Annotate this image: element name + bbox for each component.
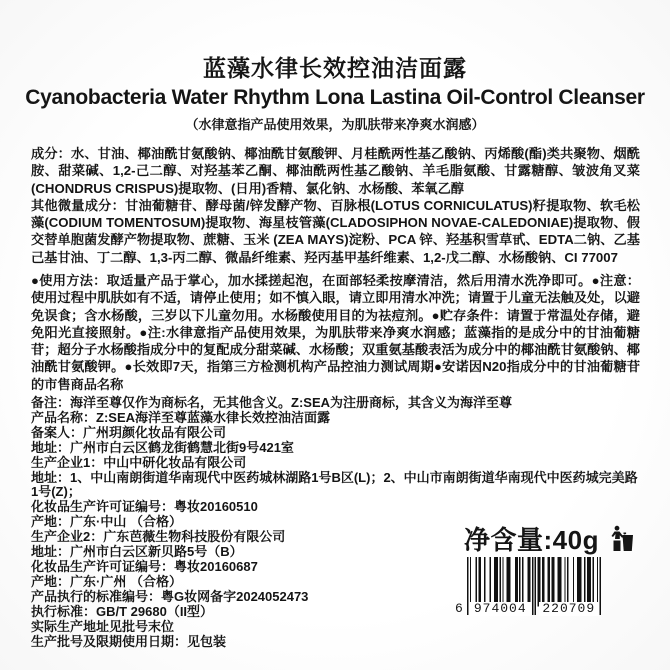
info-line: 地址：广州市白云区鹤龙街鹤慧北街9号421室 (31, 439, 294, 455)
info-line: 生产企业2：广东芭薇生物科技股份有限公司 (31, 529, 286, 545)
barcode-digits (455, 602, 603, 616)
ingredients-main: 成分：水、甘油、椰油酰甘氨酸钠、椰油酰甘氨酸钾、月桂酰两性基乙酸钠、丙烯酸(酯)类共聚物、烟酰胺、甜菜碱、1,2-己二醇、对羟基苯乙酮、椰油酰两性基乙酸钠、羊毛脂氨酸、甘露糖醇、皱波角叉菜(CHONDRUS CRISPUS)提取物、(日用)香精、氯化钠、水杨酸、苯氧乙醇 (31, 146, 640, 196)
tidy-man-icon (610, 525, 634, 552)
ingredients-trace: 其他微量成分：甘油葡糖苷、酵母菌/锌发酵产物、百脉根(LOTUS CORNICULATUS)籽提取物、软毛松藻(CODIUM TOMENTOSUM)提取物、海星枝管藻(CLADOSIPHON NOVAE-CALEDONIAE)提取物、假交替单胞菌发酵产物提取物、蔗糖、玉米 (ZEA MAYS)淀粉、PCA 锌、羟基积雪草甙、EDTA二钠、乙基己基甘油、丁二醇、1,3-丙二醇、微晶纤维素、羟丙基甲基纤维素、1,2-戊二醇、水杨酸钠、CI 77007 (31, 197, 640, 265)
barcode (455, 557, 615, 619)
info-line: 化妆品生产许可证编号：粤妆20160687 (31, 558, 258, 574)
product-title-note: （水律意指产品使用效果，为肌肤带来净爽水润感） (185, 117, 485, 132)
info-line: 地址：广州市白云区新贝路5号（B） (31, 544, 243, 560)
product-title-en: Cyanobacteria Water Rhythm Lona Lastina Oil-Control Cleanser (25, 86, 645, 109)
info-line: 化妆品生产许可证编号：粤妆20160510 (31, 499, 258, 515)
net-content (464, 520, 634, 557)
barcode-digit-group: 974004 (470, 602, 531, 616)
title-block (0, 50, 670, 133)
product-title-cn: 蓝藻水律长效控油洁面露 (203, 55, 467, 81)
info-line: 产品执行的标准编号：粤G妆网备字2024052473 (31, 588, 309, 604)
info-line: 产地：广东·中山 （合格） (31, 514, 182, 530)
info-line: 备注：海洋至尊仅作为商标名，无其他含义。Z:SEA为注册商标，其含义为海洋至尊 (31, 395, 513, 410)
info-line: 生产批号及限期使用日期：见包装 (31, 633, 227, 649)
barcode-digit-group: 6 (455, 601, 463, 616)
info-line: 备案人：广州玥颜化妆品有限公司 (31, 424, 227, 440)
info-line: 产品名称：Z:SEA海洋至尊蓝藻水律长效控油洁面露 (31, 409, 331, 425)
info-line: 执行标准：GB/T 29680（II型） (31, 603, 214, 619)
info-line: 产地：广东·广州 （合格） (31, 573, 182, 589)
info-line: 生产企业1：中山中研化妆品有限公司 (31, 454, 247, 470)
usage-and-cautions: ●使用方法：取适量产品于掌心，加水揉搓起泡，在面部轻柔按摩清洁，然后用清水洗净即可。●注意：使用过程中肌肤如有不适，请停止使用；如不慎入眼，请立即用清水冲洗；请置于儿童无法触及处，以避免误食；含水杨酸，三岁以下儿童勿用。水杨酸使用目的为祛痘剂。●贮存条件：请置于常温处存储，避免阳光直接照射。●注:水律意指产品使用效果，为肌肤带来净爽水润感；蓝藻指的是成分中的甘油葡糖苷；超分子水杨酸指成分中的复配成分甜菜碱、水杨酸；双重氨基酸表活为成分中的椰油酰甘氨酸钠、椰油酰甘氨酸钾。●长效即7天，指第三方检测机构产品控油力测试周期●安诺因N20指成分中的甘油葡糖苷的市售商品名称 (31, 273, 640, 392)
info-line: 实际生产地址见批号末位 (31, 618, 175, 634)
barcode-digit-group: 220709 (539, 602, 600, 616)
info-line: 地址：1、中山南朗街道华南现代中医药城林湖路1号B区(L)；2、中山市南朗街道华南现代中医药城完美路1号(Z)； (31, 469, 638, 500)
net-content-label: 净含量:40g (464, 525, 599, 555)
ingredients-block (31, 145, 640, 266)
